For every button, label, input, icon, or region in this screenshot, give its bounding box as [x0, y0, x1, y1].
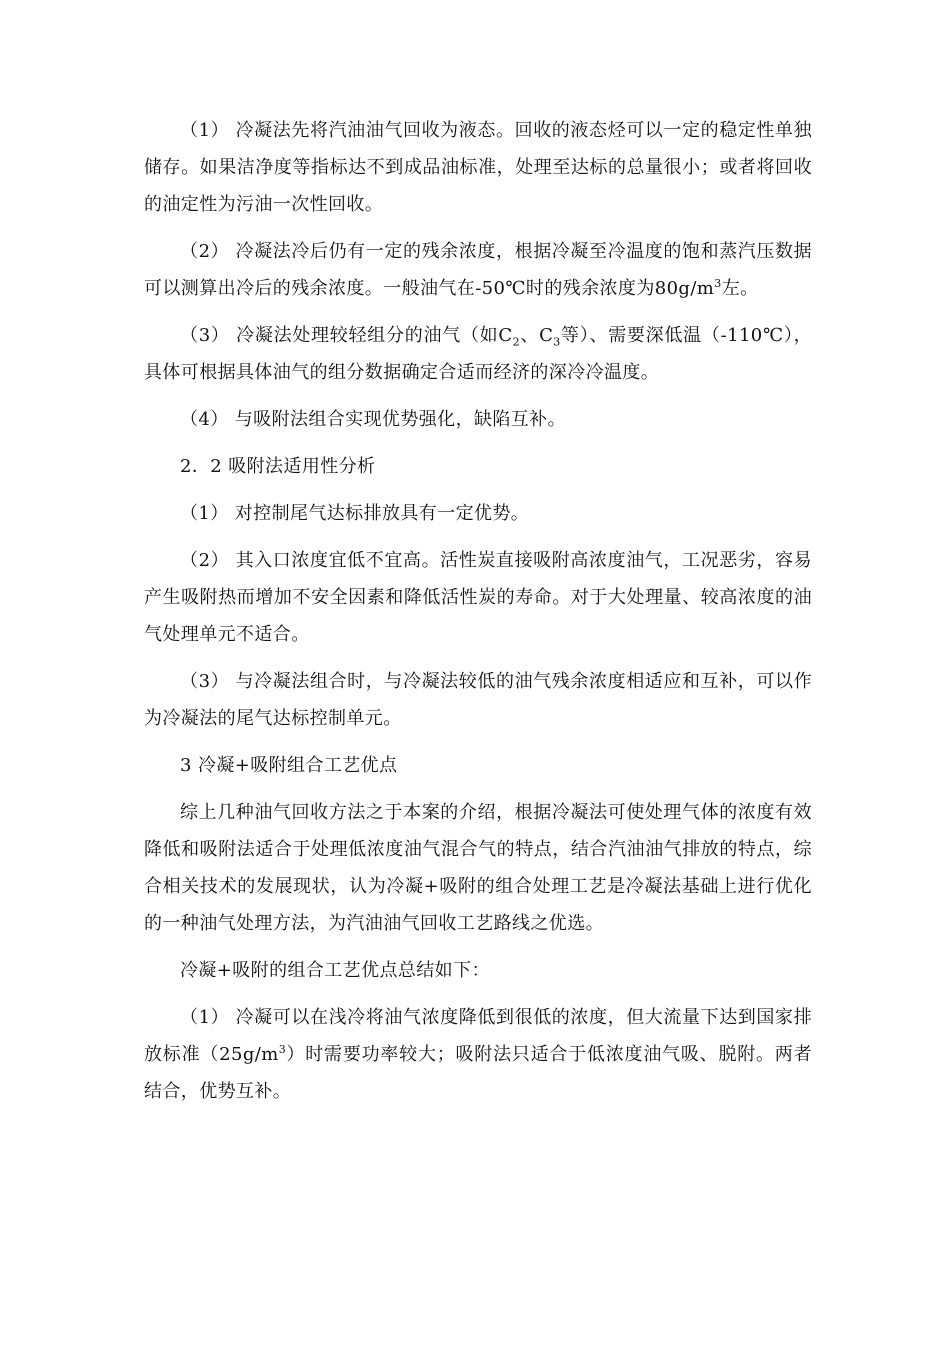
superscript: 3 — [714, 277, 722, 290]
section-heading-2-2: 2．2 吸附法适用性分析 — [180, 456, 376, 477]
paragraph-condensation-point-1: （1） 冷凝法先将汽油油气回收为液态。回收的液态烃可以一定的稳定性单独储存。如果洁净度等指标达不到成品油标准，处理至达标的总量很小；或者将回收的油定性为污油一次性回收。 — [144, 120, 812, 215]
paragraph-text: （1） 冷凝可以在浅冷将油气浓度降低到很低的浓度，但大流量下达到国家排放标准（25g/m — [144, 1007, 812, 1065]
paragraph-text: （2） 冷凝法冷后仍有一定的残余浓度，根据冷凝至冷温度的饱和蒸汽压数据可以测算出冷后的残余浓度。一般油气在-50℃时的残余浓度为80g/m — [144, 241, 812, 299]
paragraph-text: 等）、需要深低温（-110℃），具体可根据具体油气的组分数据确定合适而经济的深冷冷温度。 — [144, 325, 812, 383]
paragraph-text: 、C — [520, 325, 554, 346]
paragraph-summary: 综上几种油气回收方法之于本案的介绍，根据冷凝法可使处理气体的浓度有效降低和吸附法适合于处理低浓度油气混合气的特点，结合汽油油气排放的特点，综合相关技术的发展现状，认为冷凝+吸附的组合处理工艺是冷凝法基础上进行优化的一种油气处理方法，为汽油油气回收工艺路线之优选。 — [144, 802, 812, 934]
paragraph-adsorption-point-3: （3） 与冷凝法组合时，与冷凝法较低的油气残余浓度相适应和互补，可以作为冷凝法的尾气达标控制单元。 — [144, 671, 812, 729]
subscript: 3 — [553, 335, 561, 349]
paragraph-text: 左。 — [721, 278, 759, 299]
paragraph-text: （3） 冷凝法处理较轻组分的油气（如C — [180, 325, 513, 346]
document-body — [144, 112, 812, 1110]
subscript: 2 — [512, 335, 520, 349]
paragraph-condensation-point-4: （4） 与吸附法组合实现优势强化，缺陷互补。 — [180, 409, 566, 430]
paragraph-advantages-intro: 冷凝+吸附的组合工艺优点总结如下： — [180, 960, 490, 981]
paragraph-condensation-point-2 — [144, 233, 812, 307]
paragraph-text: ）时需要功率较大；吸附法只适合于低浓度油气吸、脱附。两者结合，优势互补。 — [144, 1044, 812, 1102]
paragraph-advantage-point-1 — [144, 999, 812, 1110]
section-heading-3: 3 冷凝+吸附组合工艺优点 — [180, 755, 398, 776]
paragraph-adsorption-point-1: （1） 对控制尾气达标排放具有一定优势。 — [180, 503, 530, 524]
superscript: 3 — [278, 1043, 287, 1056]
paragraph-adsorption-point-2: （2） 其入口浓度宜低不宜高。活性炭直接吸附高浓度油气，工况恶劣，容易产生吸附热而增加不安全因素和降低活性炭的寿命。对于大处理量、较高浓度的油气处理单元不适合。 — [144, 550, 812, 645]
paragraph-condensation-point-3 — [144, 317, 812, 391]
